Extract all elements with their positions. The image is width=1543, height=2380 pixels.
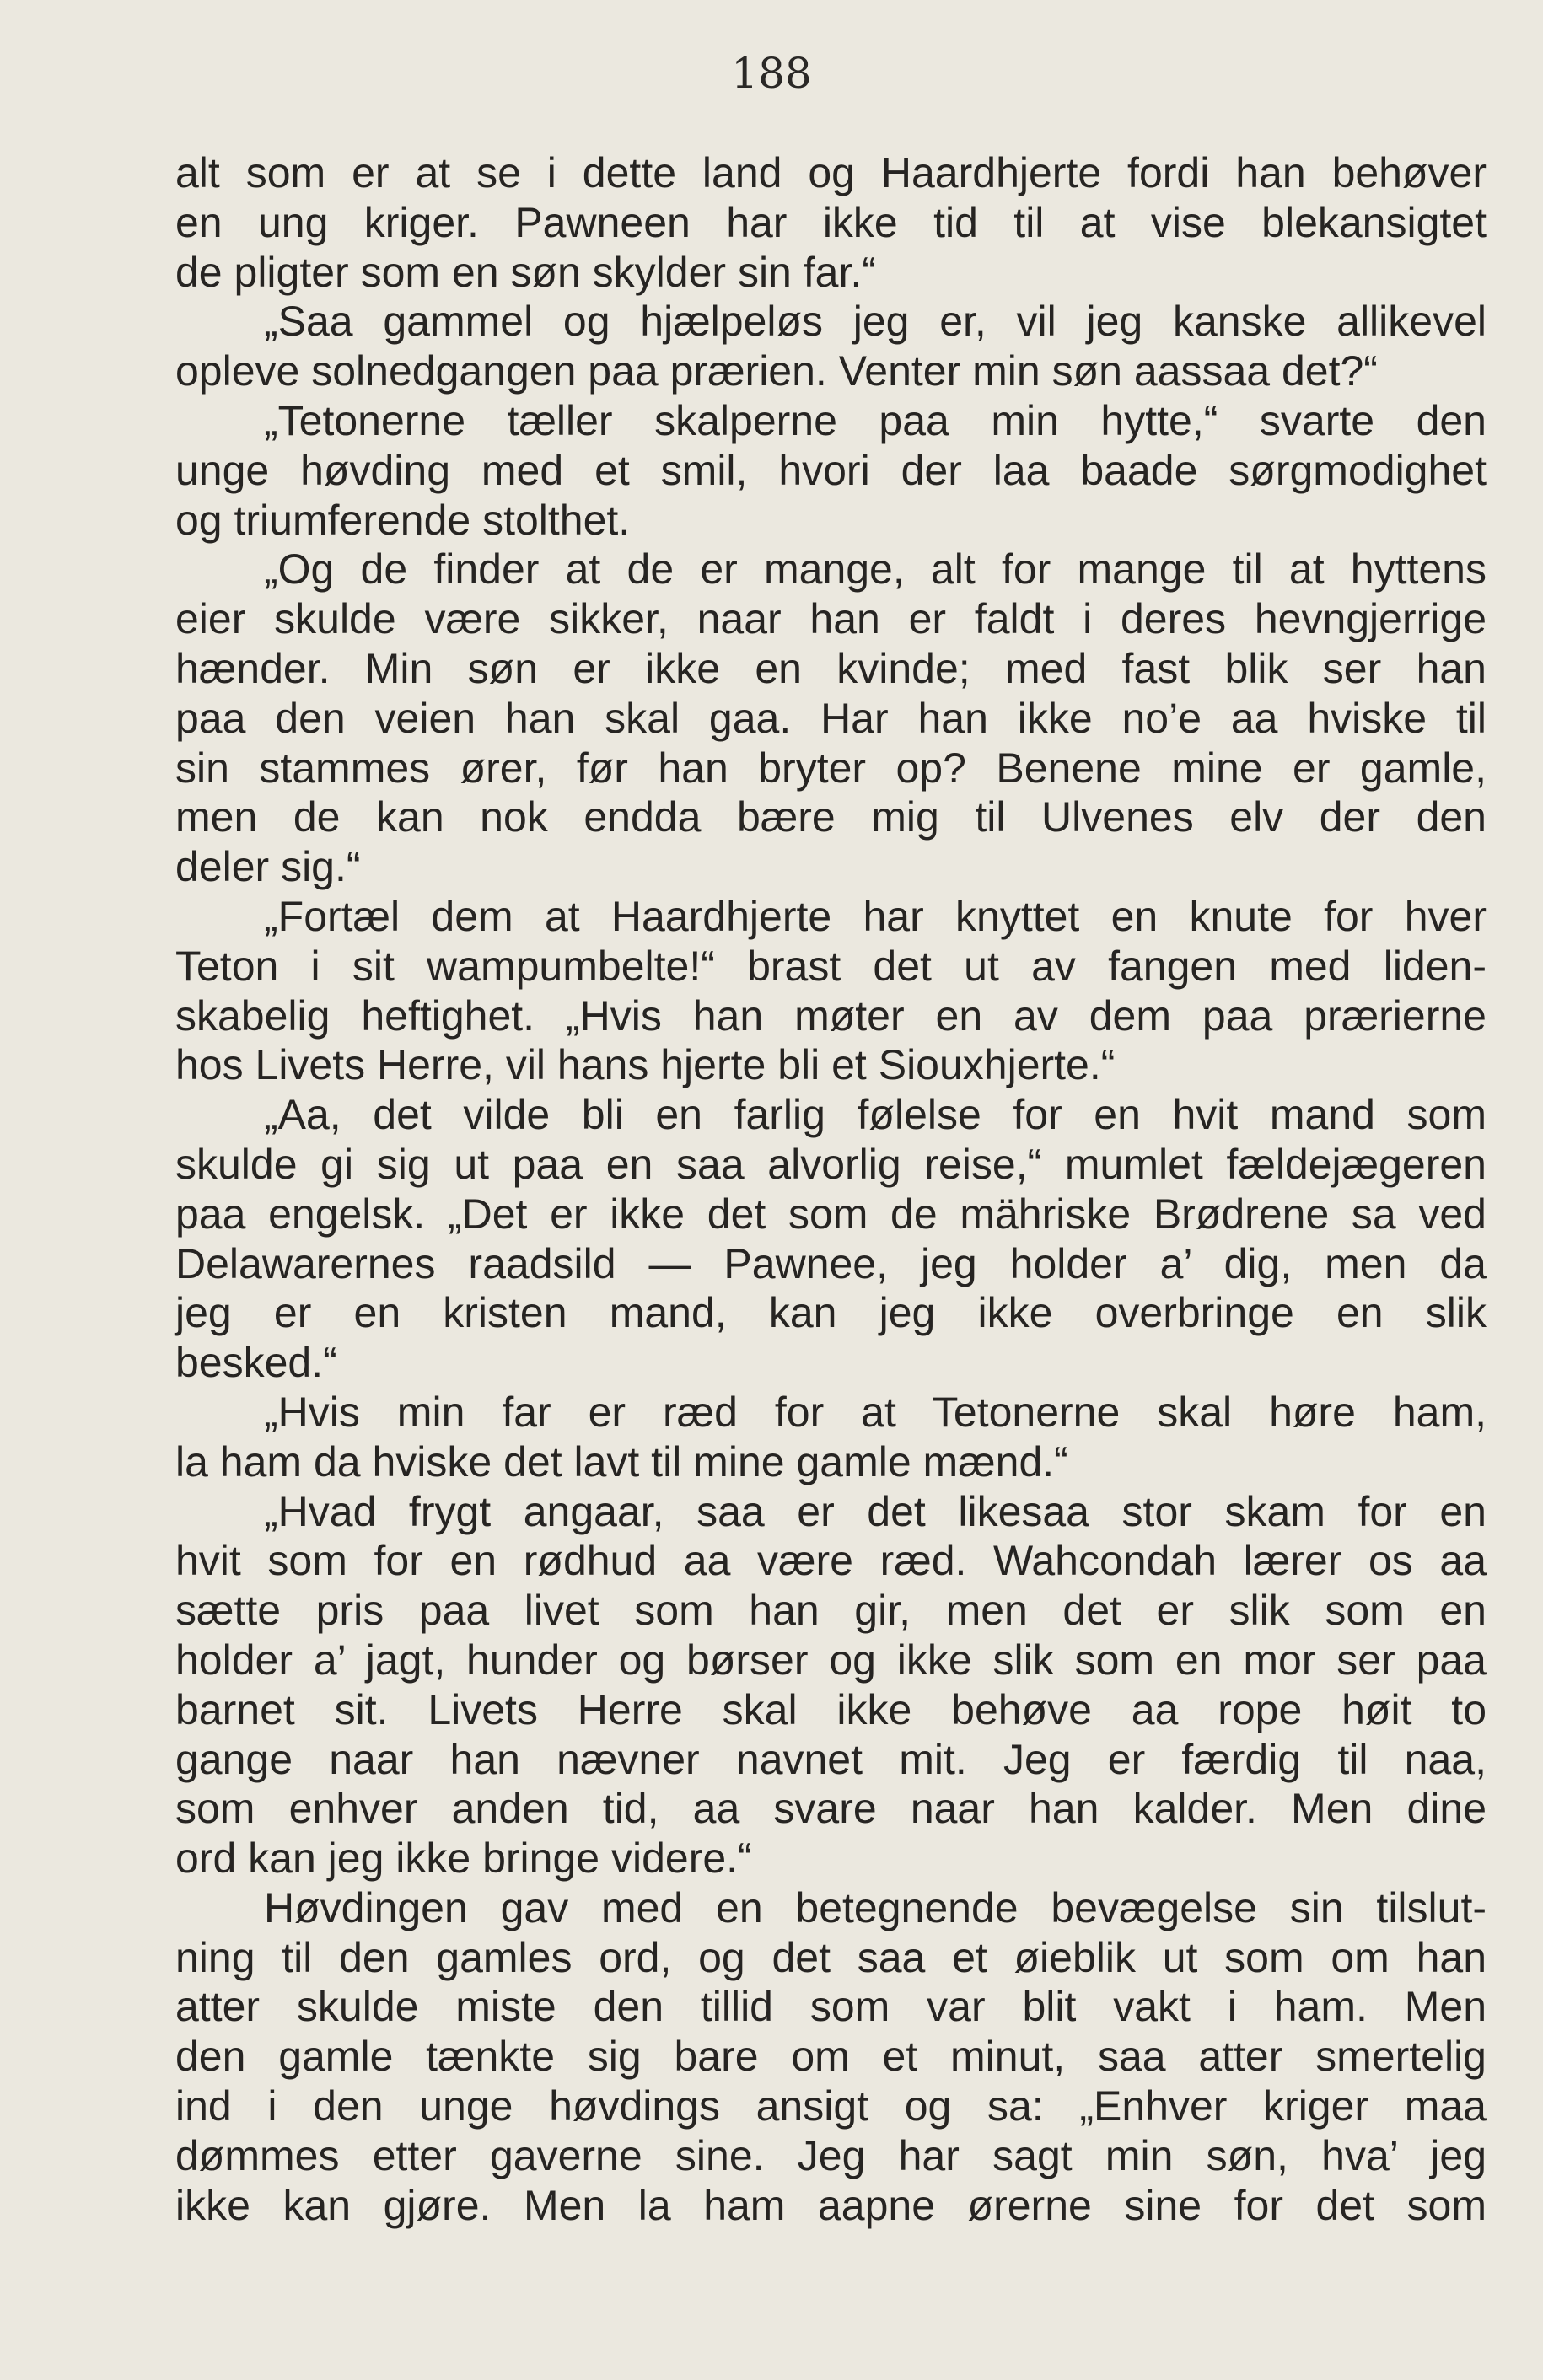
text-line: ord kan jeg ikke bringe videre.“ — [175, 1835, 752, 1883]
text-line: ind i den unge høvdings ansigt og sa: „Enhver kriger maa — [175, 2082, 1487, 2130]
text-line: Høvdingen gav med en betegnende bevægelse sin tilslut- — [264, 1883, 1487, 1931]
text-line: „Hvis min far er ræd for at Tetonerne skal høre ham, — [264, 1388, 1487, 1436]
text-line: paa den veien han skal gaa. Har han ikke no’e aa hviske til — [175, 694, 1487, 742]
text-line: besked.“ — [175, 1339, 337, 1387]
text-line: holder a’ jagt, hunder og børser og ikke slik som en mor ser paa — [175, 1636, 1487, 1684]
text-line: „Aa, det vilde bli en farlig følelse for en hvit mand som — [264, 1091, 1487, 1139]
text-line: „Hvad frygt angaar, saa er det likesaa stor skam for en — [264, 1487, 1487, 1535]
text-line: skulde gi sig ut paa en saa alvorlig reise,“ mumlet fældejægeren — [175, 1140, 1487, 1188]
text-line: „Saa gammel og hjælpeløs jeg er, vil jeg kanske allikevel — [264, 298, 1487, 346]
text-line: jeg er en kristen mand, kan jeg ikke overbringe en slik — [175, 1289, 1487, 1337]
text-line: de pligter som en søn skylder sin far.“ — [175, 248, 876, 296]
text-line: „Fortæl dem at Haardhjerte har knyttet en knute for hver — [264, 892, 1487, 940]
text-line: skabelig heftighet. „Hvis han møter en av dem paa prærierne — [175, 991, 1487, 1040]
text-line: den gamle tænkte sig bare om et minut, saa atter smertelig — [175, 2033, 1487, 2081]
text-line: „Tetonerne tæller skalperne paa min hytte,“ svarte den — [264, 396, 1487, 444]
text-line: „Og de finder at de er mange, alt for mange til at hyttens — [264, 545, 1487, 594]
text-line: deler sig.“ — [175, 843, 361, 891]
text-line: hænder. Min søn er ikke en kvinde; med fast blik ser han — [175, 644, 1487, 692]
text-line: unge høvding med et smil, hvori der laa baade sørgmodighet — [175, 446, 1487, 494]
text-line: gange naar han nævner navnet mit. Jeg er færdig til naa, — [175, 1735, 1487, 1783]
text-line: eier skulde være sikker, naar han er faldt i deres hevngjerrige — [175, 595, 1487, 643]
text-line: men de kan nok endda bære mig til Ulvenes elv der den — [175, 793, 1487, 841]
text-line: opleve solnedgangen paa prærien. Venter min søn aassaa det?“ — [175, 347, 1378, 395]
text-line: som enhver anden tid, aa svare naar han kalder. Men dine — [175, 1785, 1487, 1833]
text-line: hvit som for en rødhud aa være ræd. Wahcondah lærer os aa — [175, 1537, 1487, 1585]
text-line: og triumferende stolthet. — [175, 496, 631, 544]
text-line: paa engelsk. „Det er ikke det som de mähriske Brødrene sa ved — [175, 1190, 1487, 1238]
text-line: la ham da hviske det lavt til mine gamle mænd.“ — [175, 1437, 1068, 1485]
text-line: atter skulde miste den tillid som var blit vakt i ham. Men — [175, 1983, 1487, 2031]
text-line: ning til den gamles ord, og det saa et øieblik ut som om han — [175, 1933, 1487, 1981]
text-line: hos Livets Herre, vil hans hjerte bli et Siouxhjerte.“ — [175, 1041, 1116, 1089]
text-line: ikke kan gjøre. Men la ham aapne ørerne sine for det som — [175, 2181, 1487, 2229]
text-line: alt som er at se i dette land og Haardhjerte fordi han behøver — [175, 149, 1487, 196]
text-line: dømmes etter gaverne sine. Jeg har sagt min søn, hva’ jeg — [175, 2131, 1487, 2179]
text-line: en ung kriger. Pawneen har ikke tid til at vise blekansigtet — [175, 198, 1487, 246]
text-line: sætte pris paa livet som han gir, men det er slik som en — [175, 1587, 1487, 1635]
text-line: sin stammes ører, før han bryter op? Benene mine er gamle, — [175, 744, 1487, 792]
text-line: Teton i sit wampumbelte!“ brast det ut av fangen med liden- — [175, 942, 1487, 990]
text-line: Delawarernes raadsild — Pawnee, jeg holder a’ dig, men da — [175, 1239, 1487, 1287]
page-number: 188 — [731, 49, 812, 98]
body-text — [175, 148, 1487, 2230]
text-line: barnet sit. Livets Herre skal ikke behøve aa rope høit to — [175, 1685, 1487, 1733]
